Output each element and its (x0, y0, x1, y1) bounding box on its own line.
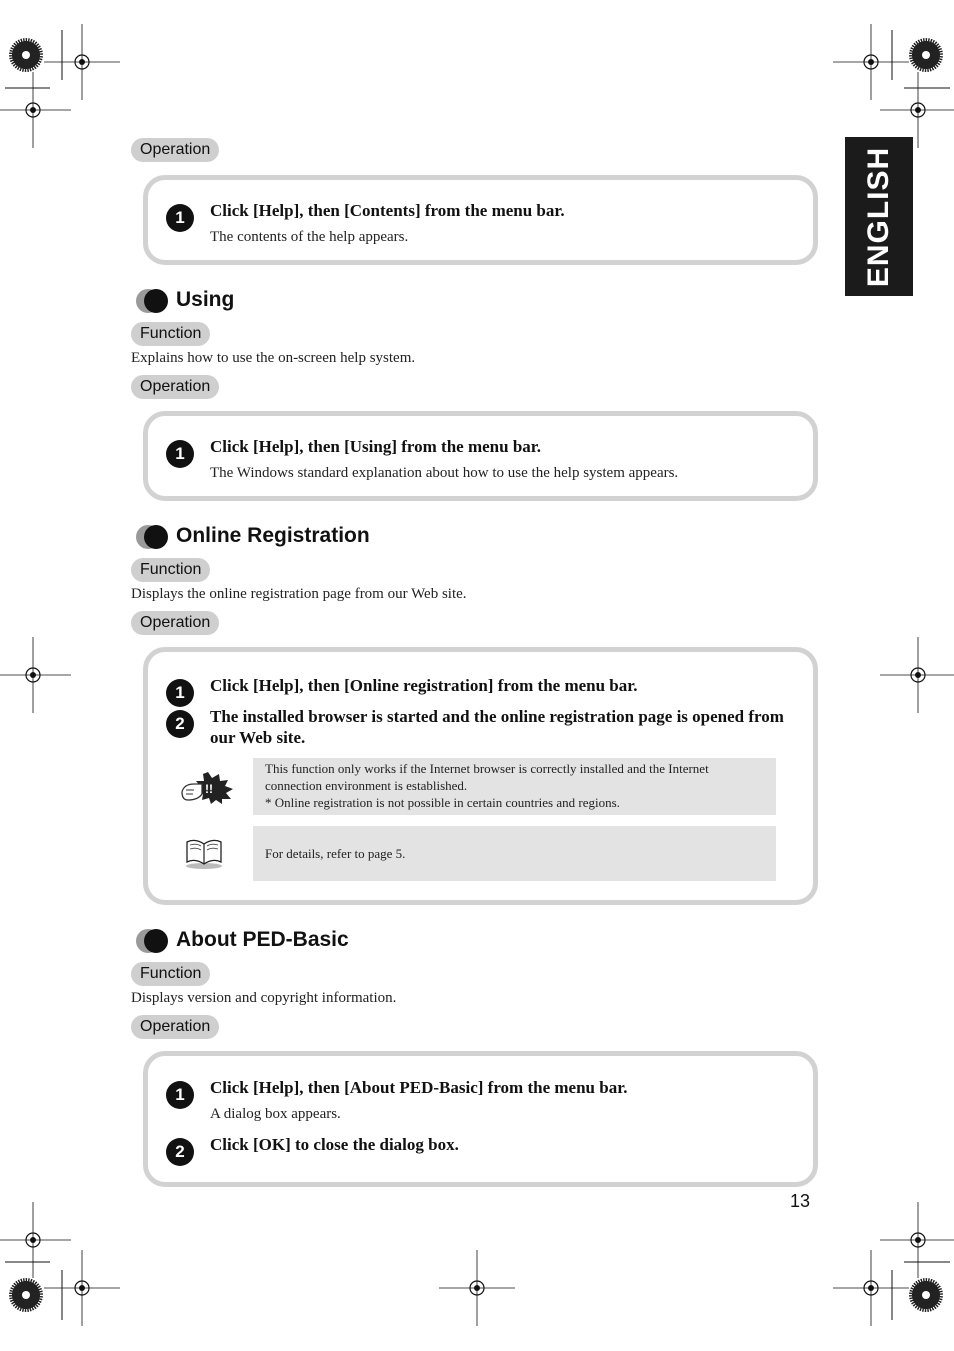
section-bullet-icon (136, 525, 170, 549)
step-instruction: Click [OK] to close the dialog box. (210, 1135, 459, 1154)
step-instruction: Click [Help], then [Contents] from the menu bar. (210, 201, 565, 220)
operation-box-about (143, 1051, 818, 1187)
step-number: 2 (166, 710, 194, 738)
caution-note-text-2: * Online registration is not possible in certain countries and regions. (265, 795, 620, 810)
reference-note (253, 826, 776, 881)
section-bullet-icon (136, 929, 170, 953)
function-label: Function (131, 962, 210, 986)
language-tab (845, 137, 913, 296)
operation-label: Operation (131, 375, 219, 399)
page-number: 13 (790, 1191, 811, 1211)
step-number: 1 (166, 440, 194, 468)
function-label: Function (131, 558, 210, 582)
step-number: 1 (166, 204, 194, 232)
book-icon (184, 836, 224, 870)
step-instruction: The installed browser is started and the online registration page is opened from our Web site. (210, 707, 784, 747)
step-result: A dialog box appears. (210, 1106, 341, 1122)
step-number: 2 (166, 1138, 194, 1166)
section-heading-text: Using (176, 288, 235, 311)
function-description: Displays the online registration page from our Web site. (131, 586, 467, 602)
reference-note-text: For details, refer to page 5. (265, 846, 406, 861)
operation-box-contents (143, 175, 818, 265)
operation-label: Operation (131, 611, 219, 635)
function-description: Explains how to use the on-screen help system. (131, 350, 416, 366)
operation-box-online-registration (143, 647, 818, 905)
step-result: The contents of the help appears. (210, 229, 409, 245)
step-instruction: Click [Help], then [Using] from the menu bar. (210, 437, 542, 456)
step-instruction: Click [Help], then [About PED-Basic] from the menu bar. (210, 1078, 628, 1097)
caution-hand-icon (178, 770, 236, 804)
section-heading-text: Online Registration (176, 524, 370, 547)
section-heading-text: About PED-Basic (176, 928, 349, 951)
caution-icon-text: !! (205, 782, 213, 796)
step-number: 1 (166, 679, 194, 707)
function-description: Displays version and copyright information. (131, 990, 397, 1006)
operation-label: Operation (131, 138, 219, 162)
operation-label: Operation (131, 1015, 219, 1039)
language-tab-label: ENGLISH (862, 146, 895, 287)
function-label: Function (131, 322, 210, 346)
operation-box-using (143, 411, 818, 501)
caution-note-text: This function only works if the Internet browser is correctly installed and the Internet connection environment is established. (265, 761, 709, 793)
step-number: 1 (166, 1081, 194, 1109)
section-bullet-icon (136, 289, 170, 313)
caution-note (253, 758, 776, 815)
step-result: The Windows standard explanation about how to use the help system appears. (210, 465, 679, 481)
step-instruction: Click [Help], then [Online registration] from the menu bar. (210, 676, 638, 695)
